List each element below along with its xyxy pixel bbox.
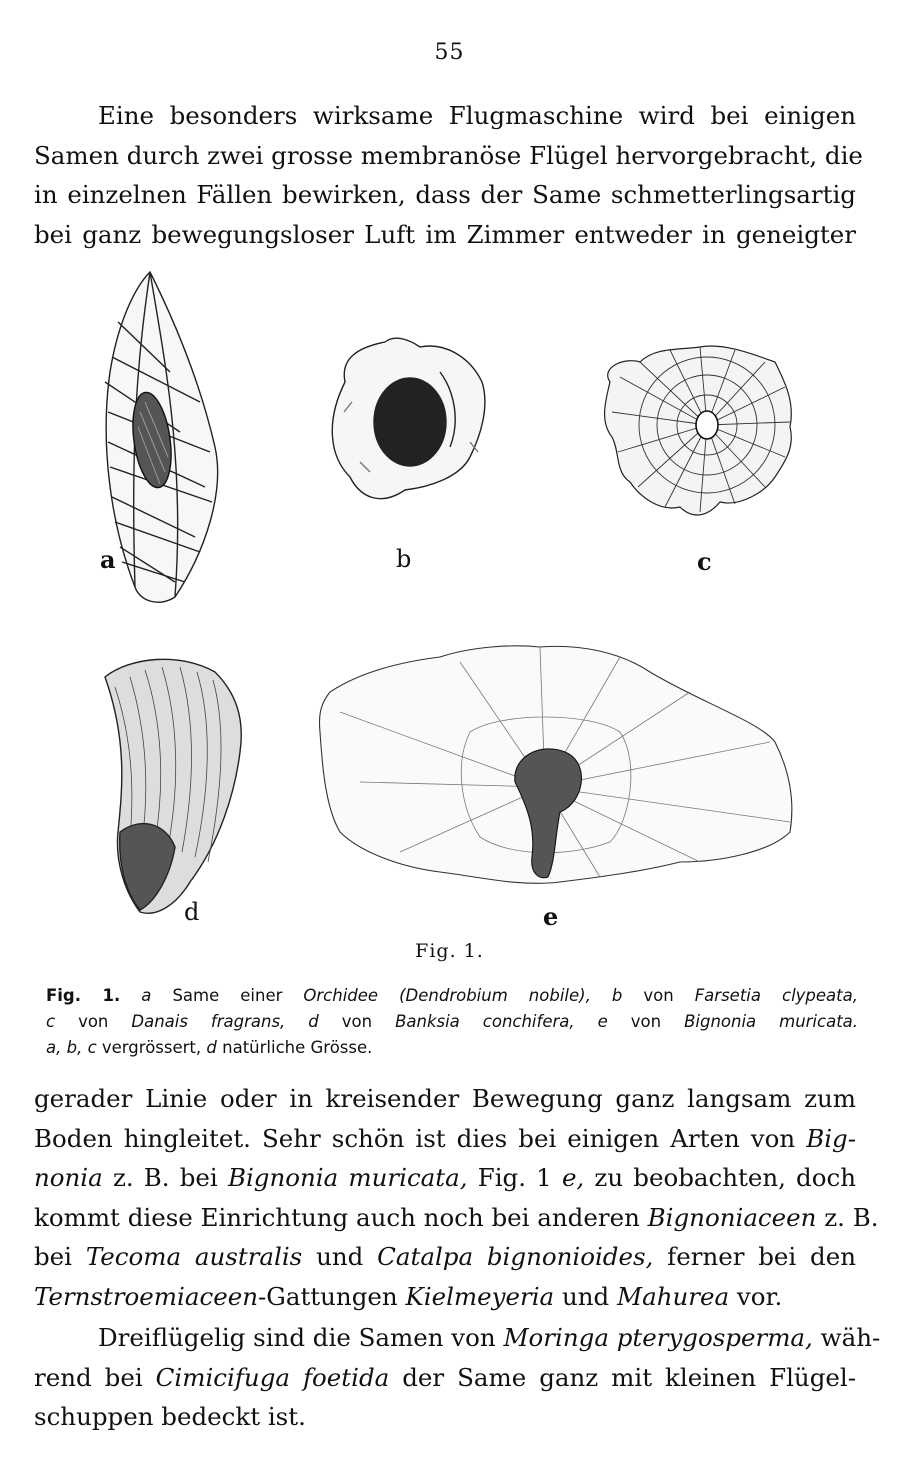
text-line: kommt diese Einrichtung auch noch bei anderen Bignoniaceen z. B. [34,1202,879,1232]
text-line: nonia z. B. bei Bignonia muricata, Fig. 1 e, zu beobachten, doch [34,1163,856,1192]
text-line: in einzelnen Fällen bewirken, dass der Same schmetterlingsartig [34,180,856,209]
paragraph-1 [34,96,863,254]
caption-line: Fig. 1. a Same einer Orchidee (Dendrobium nobile), b von Farsetia clypeata, [46,986,858,1005]
seed-e-illustration [319,646,791,883]
text-line: Samen durch zwei grosse membranöse Flügel hervorgebracht, die [34,140,863,170]
figure-label-a: a [100,545,116,574]
figure-label-b: b [396,545,412,573]
text-line: Ternstroemiaceen-Gattungen Kielmeyeria und Mahurea vor. [34,1281,783,1311]
figure-label-d: d [184,898,200,926]
caption-line: a, b, c vergrössert, d natürliche Grösse. [46,1038,373,1057]
figure-label-e: e [543,902,559,931]
text-line: Eine besonders wirksame Flugmaschine wird bei einigen [98,101,856,130]
caption-line: c von Danais fragrans, d von Banksia conchifera, e von Bignonia muricata. [46,1012,859,1031]
text-line: Boden hingleitet. Sehr schön ist dies bei einigen Arten von Big- [34,1123,856,1153]
text-line: bei ganz bewegungsloser Luft im Zimmer entweder in geneigter [34,219,856,249]
seed-c-illustration [605,346,792,515]
figure-title: Fig. 1. [415,940,484,962]
seed-a-illustration [105,272,218,602]
paragraph-3 [34,1318,881,1437]
text-line: rend bei Cimicifuga foetida der Same ganz mit kleinen Flügel- [34,1362,856,1392]
page-number: 55 [434,40,465,65]
text-line: schuppen bedeckt ist. [34,1402,306,1431]
seed-d-illustration [105,659,241,913]
seed-illustrations [0,262,899,942]
paragraph-2 [34,1079,879,1316]
figure-label-c: c [697,547,712,576]
text-line: gerader Linie oder in kreisender Bewegung ganz langsam zum [34,1084,856,1113]
figure-1 [0,262,899,942]
text-line: Dreiflügelig sind die Samen von Moringa pterygosperma, wäh- [98,1323,881,1352]
seed-b-illustration [332,338,485,498]
text-line: bei Tecoma australis und Catalpa bignonioides, ferner bei den [34,1242,857,1271]
figure-caption [46,983,858,1061]
